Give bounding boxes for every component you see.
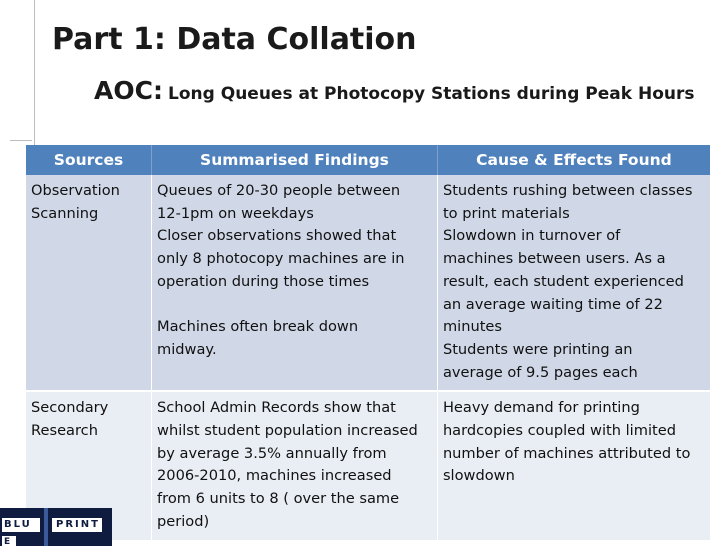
cell-line: number of machines attributed to <box>442 444 691 462</box>
decor-horizontal-line <box>10 140 32 141</box>
cell-line: Research <box>31 422 98 440</box>
cell-line: whilst student population increased <box>157 422 418 440</box>
cell-line: Machines often break down <box>157 318 359 336</box>
cell-line: Students were printing an <box>442 340 633 358</box>
logo-text-print: PRINT <box>52 518 102 532</box>
logo-stripe <box>44 508 48 546</box>
table-row <box>26 175 710 391</box>
cell-line: to print materials <box>442 204 570 222</box>
blueprint-logo <box>0 508 112 546</box>
cell-line: 2006-2010, machines increased <box>157 467 392 485</box>
decor-vertical-line <box>34 0 35 156</box>
aoc-label: AOC: <box>94 76 163 105</box>
cell-line: Secondary <box>31 399 109 417</box>
cell-effects <box>437 391 710 539</box>
cell-line: Students rushing between classes <box>442 182 693 199</box>
cell-line: by average 3.5% annually from <box>157 444 387 462</box>
aoc-text: Long Queues at Photocopy Stations during Peak Hours <box>168 84 695 104</box>
cell-line: Scanning <box>31 204 99 222</box>
header-cause-effects: Cause & Effects Found <box>437 145 710 175</box>
cell-line: Heavy demand for printing <box>442 399 640 417</box>
slide-subtitle <box>94 76 694 105</box>
cell-findings <box>152 175 438 391</box>
cell-line: average of 9.5 pages each <box>442 363 638 381</box>
header-summarised-findings: Summarised Findings <box>152 145 438 175</box>
cell-line: Closer observations showed that <box>157 227 397 245</box>
cell-line: slowdown <box>442 467 515 485</box>
cell-line: midway. <box>157 340 217 358</box>
cell-line: only 8 photocopy machines are in <box>157 250 405 268</box>
cell-source <box>26 175 152 391</box>
cell-effects <box>437 175 710 391</box>
logo-text-blu: BLU <box>2 518 40 532</box>
cell-gap <box>157 294 432 317</box>
cell-line: Slowdown in turnover of <box>442 227 621 245</box>
cell-line: hardcopies coupled with limited <box>442 422 676 440</box>
table-row <box>26 391 710 539</box>
cell-line: 12-1pm on weekdays <box>157 204 314 222</box>
cell-line: from 6 units to 8 ( over the same <box>157 490 400 508</box>
cell-line: operation during those times <box>157 272 370 290</box>
cell-line: School Admin Records show that <box>157 399 396 417</box>
data-collation-table <box>26 145 710 540</box>
slide-title: Part 1: Data Collation <box>52 22 417 57</box>
cell-line: an average waiting time of 22 <box>442 295 663 313</box>
cell-line: result, each student experienced <box>442 272 684 290</box>
cell-line: machines between users. As a <box>442 250 666 268</box>
logo-text-e: E <box>2 536 16 546</box>
cell-line: Queues of 20-30 people between <box>157 182 401 199</box>
cell-line: Observation <box>31 182 120 199</box>
cell-findings <box>152 391 438 539</box>
header-sources: Sources <box>26 145 152 175</box>
cell-line: period) <box>157 512 210 530</box>
table-header-row <box>26 145 710 175</box>
cell-line: minutes <box>442 318 503 336</box>
